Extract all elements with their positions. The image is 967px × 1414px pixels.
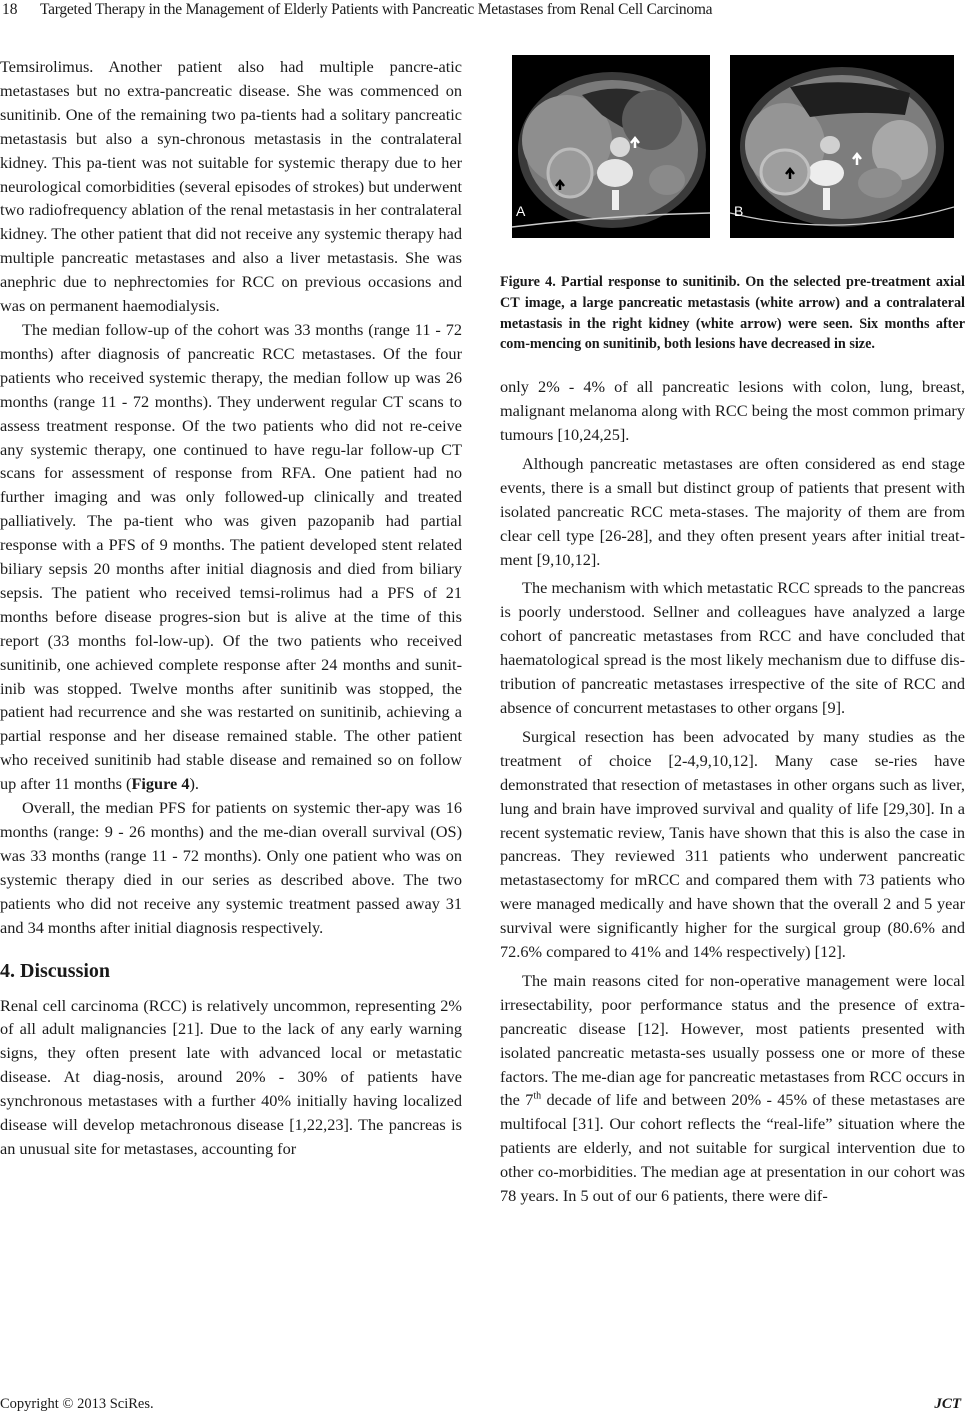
- ct-image-panel-b: [730, 55, 954, 238]
- panel-label-b: B: [734, 203, 744, 220]
- paragraph: Surgical resection has been advocated by many studies as the treatment of choice [2-4,9,10,12]. Many case se-ries have demonstrated that resection of metastases in other organs such as liver, lung and brain have improved survival and quality of life [29,30]. In a recent systematic review, Tanis have shown that this is also the case in pancreas. They reviewed 311 patients who underwent pancreatic metastasectomy for mRCC and compared them with 73 patients who were managed medically and have shown that the overall 2 and 5 year survival were significantly higher for the surgical group (80.6% and 72.6% compared to 41% and 14% respectively) [12].: [500, 726, 965, 962]
- paragraph-text: ).: [189, 774, 199, 794]
- left-column: [0, 55, 462, 1161]
- paragraph: Overall, the median PFS for patients on systemic ther-apy was 16 months (range: 9 - 26 months) and the me-dian overall survival (OS) was 33 months (range 11 - 72 months). Only one patient who was on systemic therapy died in our series as described above. The two patients who did not receive any systemic treatment passed away 31 and 34 months after initial diagnosis respectively.: [0, 798, 462, 937]
- copyright-notice: Copyright © 2013 SciRes.: [0, 1396, 154, 1412]
- paragraph-text: The median follow-up of the cohort was 33 months (range 11 - 72 months) after diagnosis of pancreatic RCC metastases. Of the four patients who received systemic therapy, the median follow up was 26 months (range 11 - 72 months). They underwent regular CT scans to assess treatment response. Of the two patients who did not re-ceive any systemic therapy, one continued to have regu-lar follow-up CT scans for assessment of response from RFA. One patient had no further imaging and was only followed-up clinically and treated palliatively. The pa-tient who was given pazopanib had partial response with a PFS of 9 months. The patient developed stent related biliary sepsis 20 months after initial diagnosis and died from biliary sepsis. The patient who received temsi-rolimus had a PFS of 21 months before disease progres-sion but is alive at the time of this report (33 months fol-low-up). Of the two patients who received sunitinib, one achieved complete response after 24 months and sunit-inib was stopped. Twelve months after sunitinib was stopped, the patient had recurrence and she was restarted on sunitinib, achieving a partial response and her disease remained stable. The other patient who received sunitinib had stable disease and remained so on follow up after 11 months (: [0, 319, 462, 794]
- figure-reference-link[interactable]: Figure 4: [131, 774, 190, 794]
- right-column-body: [500, 375, 965, 1208]
- ct-scan-a: [512, 55, 710, 238]
- page-number: 18: [2, 1, 18, 18]
- right-column: [500, 42, 965, 1208]
- paragraph: only 2% - 4% of all pancreatic lesions with colon, lung, breast, malignant melanoma along with RCC being the most common primary tumours [10,24,25].: [500, 377, 965, 444]
- panel-label-a: A: [516, 203, 526, 220]
- running-title: Targeted Therapy in the Management of Elderly Patients with Pancreatic Metastases from Renal Cell Carcinoma: [40, 1, 713, 18]
- ct-scan-b: [730, 55, 954, 238]
- paragraph: [500, 969, 965, 1208]
- superscript: th: [533, 1091, 542, 1103]
- figure-4: [500, 42, 965, 248]
- journal-abbreviation: JCT: [934, 1396, 961, 1412]
- paragraph: Temsirolimus. Another patient also had multiple pancre-atic metastases but no extra-pancreatic disease. She was commenced on sunitinib. One of the remaining two pa-tients had a solitary pancreatic metastasis but also a syn-chronous metastasis in the contralateral kidney. This pa-tient was not suitable for systemic therapy due to her neurological comorbidities (several episodes of strokes) but underwent two radiofrequency ablation of the renal metastasis in her contralateral kidney. The other patient that did not receive any systemic therapy had multiple pancreatic metastases and also a liver metastasis. She was anephric due to nephrectomies for RCC on previous occasions and was on permanent haemodialysis.: [0, 57, 462, 316]
- paragraph-text: The main reasons cited for non-operative management were local irresectability, poor performance status and the presence of extra-pancreatic disease [12]. However, most patients presented with isolated pancreatic metasta-ses usually possess one or more of these factors. The me-dian age for pancreatic metastases from RCC occurs in the 7: [500, 970, 965, 1110]
- paragraph: Although pancreatic metastases are often considered as end stage events, there is a small but distinct group of patients that present with isolated pancreatic RCC meta-stases. The majority of them are from clear cell type [26-28], and they often present years after initial treat-ment [9,10,12].: [500, 453, 965, 569]
- paragraph-text: decade of life and between 20% - 45% of these metastases are multifocal [31]. Our cohort reflects the “real-life” situation where the patients are elderly, and not suitable for surgical intervention due to other co-morbidities. The median age at presentation in our cohort was 78 years. In 5 out of our 6 patients, there were dif-: [500, 1090, 965, 1206]
- section-heading: 4. Discussion: [0, 959, 111, 982]
- paragraph: The mechanism with which metastatic RCC spreads to the pancreas is poorly understood. Sellner and colleagues have analyzed a large cohort of pancreatic metastases from RCC and have concluded that haematological spread is the most likely mechanism due to diffuse dis-tribution of pancreatic metastases irrespective of the site of RCC and absence of concurrent metastases to other organs [9].: [500, 578, 965, 717]
- paragraph: Renal cell carcinoma (RCC) is relatively uncommon, representing 2% of all adult malignancies [21]. Due to the lack of any early warning signs, they often present late with advanced local or metastatic disease. At diag-nosis, around 20% - 30% of patients have synchronous metastases with a further 40% initially having localized disease will develop metachronous disease [1,22,23]. The pancreas is an unusual site for metastases, accounting for: [0, 995, 462, 1158]
- page-header: [0, 0, 967, 22]
- ct-image-panel-a: [512, 55, 710, 238]
- figure-caption: Figure 4. Partial response to sunitinib. On the selected pre-treatment axial CT image, a large pancreatic metastasis (white arrow) and a contralateral metastasis in the right kidney (white arrow) were seen. Six months after com-mencing on sunitinib, both lesions have decreased in size.: [500, 274, 965, 353]
- paragraph: [0, 318, 462, 796]
